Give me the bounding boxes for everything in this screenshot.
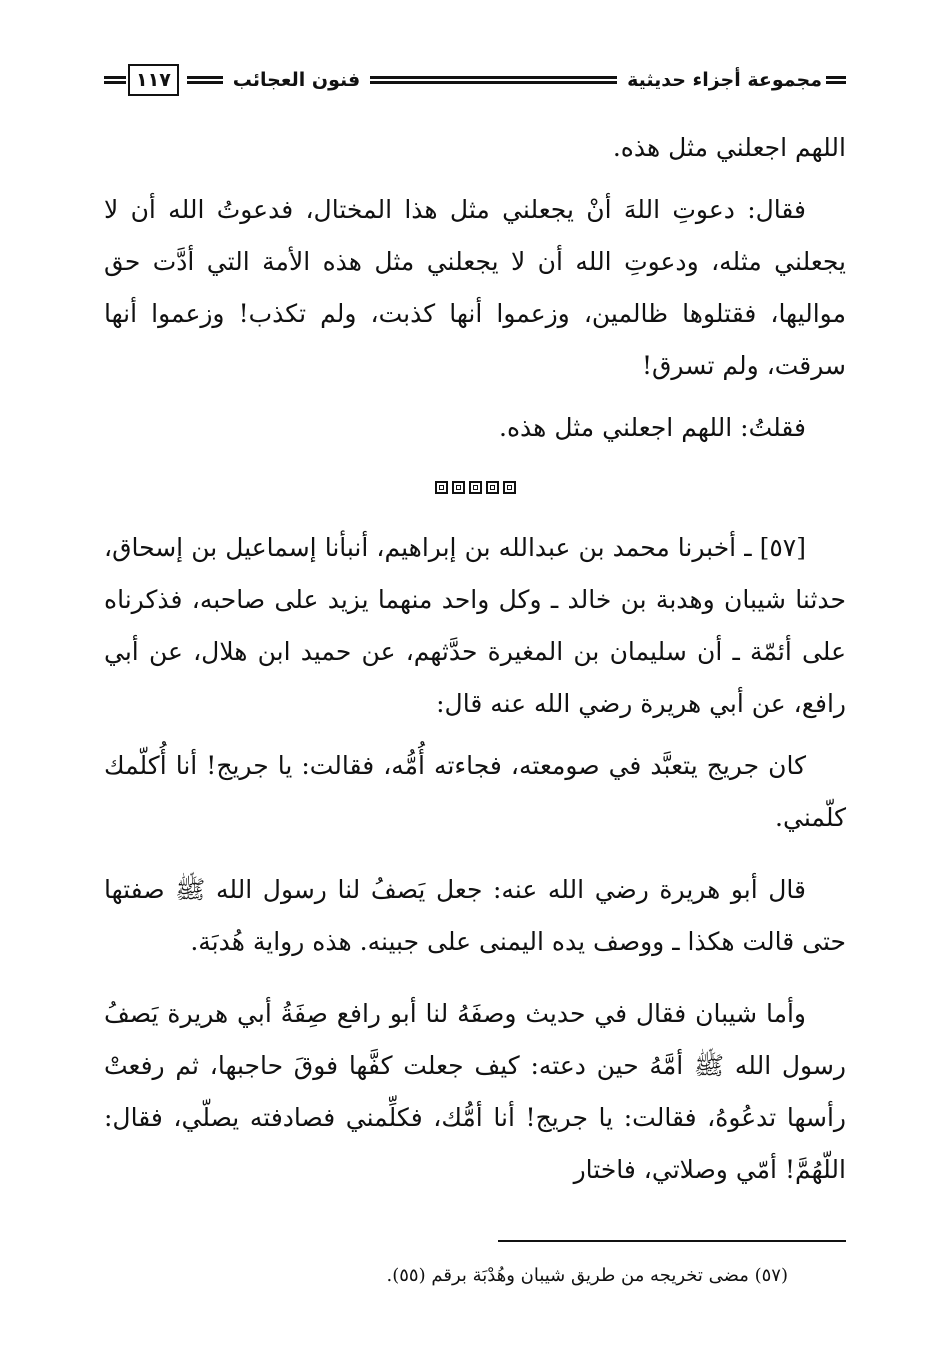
footnote-rule	[498, 1240, 846, 1242]
page-number: ١١٧	[128, 64, 179, 96]
header-rule-short	[187, 76, 223, 84]
header-rule-right	[826, 76, 846, 84]
paragraph-7: وأما شيبان فقال في حديث وصفَهُ لنا أبو رافع صِفَةُ أبي هريرة يَصفُ رسول الله ﷺ أمَّهُ حين دعته: كيف جعلت كفَّها فوقَ حاجبها، ثم رفعتْ رأسها تدعُوهُ، فقالت: يا جريج! أنا أمُّك، فكلِّمني فصادفته يصلّي، فقال: اللّهُمَّ! أمّي وصلاتي، فاختار	[104, 999, 846, 1184]
main-text	[104, 122, 846, 1196]
header-rule-middle	[370, 76, 617, 84]
separator-box-icon	[469, 481, 482, 494]
separator-box-icon	[503, 481, 516, 494]
separator-box-icon	[435, 481, 448, 494]
book-title: مجموعة أجزاء حديثية	[627, 69, 822, 91]
paragraph-2: فقال: دعوتِ اللهَ أنْ يجعلني مثل هذا المختال، فدعوتُ الله أن لا يجعلني مثله، ودعوتِ الله أن لا يجعلني مثل هذه الأمة التي أدَّت حق مواليها، فقتلوها ظالمين، وزعموا أنها كذبت، ولم تكذب! وزعموا أنها سرقت، ولم تسرق!	[104, 195, 846, 380]
section-title: فنون العجائب	[232, 69, 361, 91]
section-separator	[104, 462, 846, 512]
separator-box-icon	[486, 481, 499, 494]
separator-box-icon	[452, 481, 465, 494]
paragraph-3: فقلتُ: اللهم اجعلني مثل هذه.	[499, 413, 806, 442]
paragraph-1: اللهم اجعلني مثل هذه.	[612, 133, 846, 162]
footnote: (٥٧) مضى تخريجه من طريق شيبان وهُدْبَة برقم (٥٥).	[386, 1265, 788, 1286]
running-header	[104, 60, 846, 100]
paragraph-hadith-57: [٥٧] ـ أخبرنا محمد بن عبدالله بن إبراهيم، أنبأنا إسماعيل بن إسحاق، حدثنا شيبان وهدبة بن خالد ـ وكل واحد منهما يزيد على صاحبه، فذكرناه على أئمّة ـ أن سليمان بن المغيرة حدَّثهم، عن حميد ابن هلال، عن أبي رافع، عن أبي هريرة رضي الله عنه قال:	[104, 533, 846, 718]
paragraph-6: قال أبو هريرة رضي الله عنه: جعل يَصفُ لنا رسول الله ﷺ صفتها حتى قالت هكذا ـ ووصف يده اليمنى على جبينه. هذه رواية هُدبَة.	[104, 875, 846, 956]
header-rule-left	[104, 76, 126, 84]
paragraph-5: كان جريج يتعبَّد في صومعته، فجاءته أُمُّه، فقالت: يا جريج! أنا أُكلّمك كلّمني.	[104, 751, 846, 832]
